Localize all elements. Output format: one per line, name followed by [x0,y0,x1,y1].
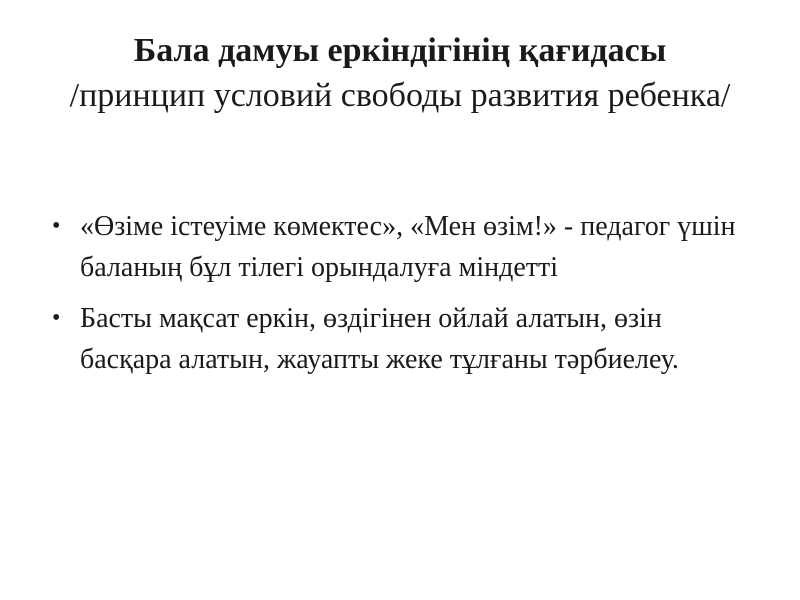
bullet-item [52,206,752,288]
bullet-list [52,206,752,390]
slide-title-russian: /принцип условий свободы развития ребенка/ [69,77,731,114]
slide-title [40,28,760,118]
bullet-text: «Өзіме істеуіме көмектес», «Мен өзім!» - педагог үшін баланың бұл тілегі орындалуға міндетті [80,211,736,283]
slide-title-kazakh: Бала дамуы еркіндігінің қағидасы [133,32,667,69]
bullet-dot-icon: • [52,213,61,239]
bullet-item [52,298,752,380]
bullet-dot-icon: • [52,305,61,331]
bullet-text: Басты мақсат еркін, өздігінен ойлай алатын, өзін басқара алатын, жауапты жеке тұлғаны тәрбиелеу. [80,303,679,375]
